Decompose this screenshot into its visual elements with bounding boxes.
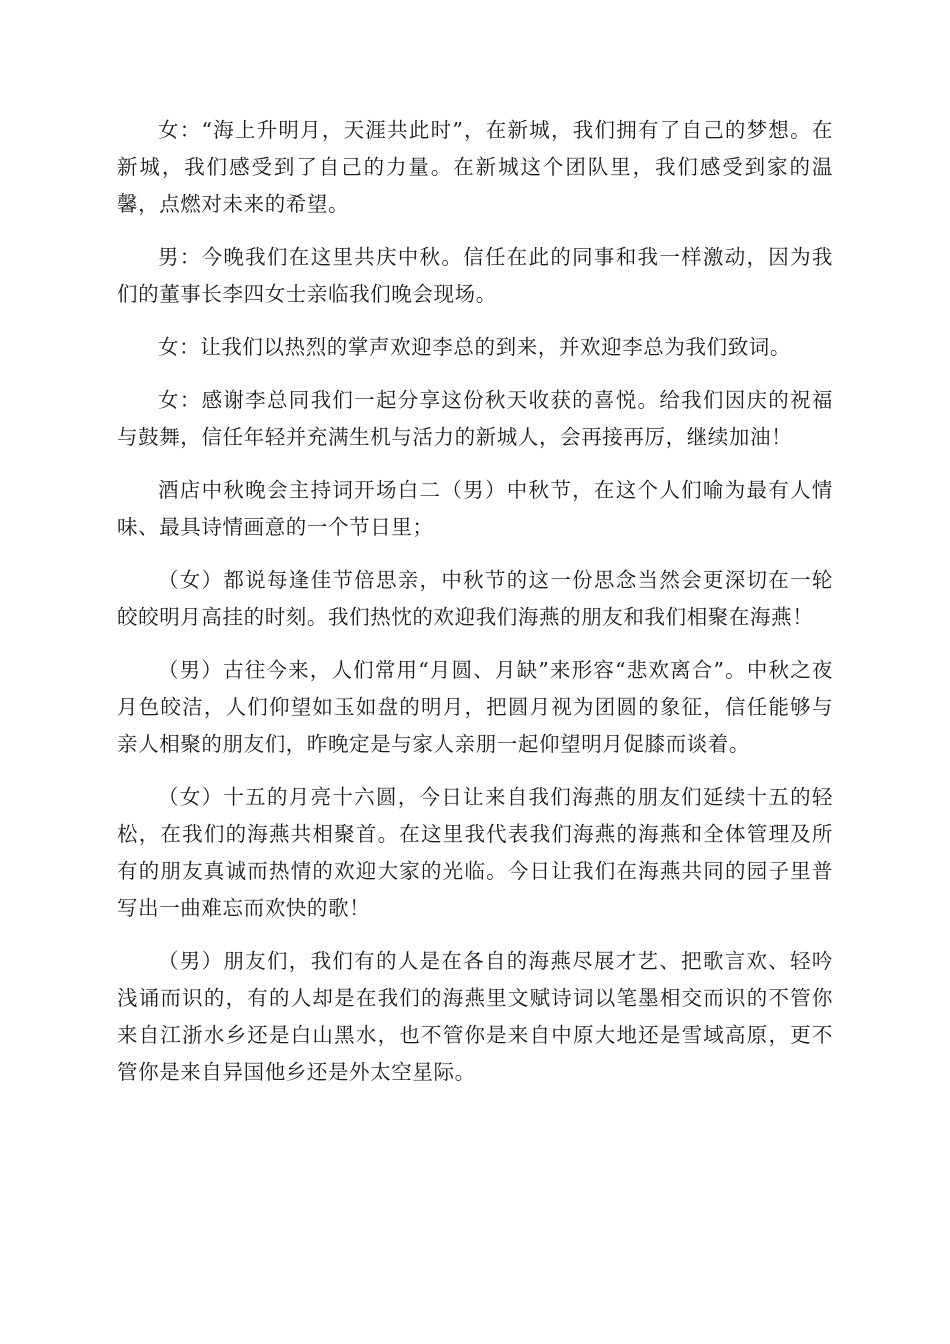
paragraph: 女：“海上升明月，天涯共此时”，在新城，我们拥有了自己的梦想。在新城，我们感受到了自己的力量。在新城这个团队里，我们感受到家的温馨，点燃对未来的希望。 bbox=[117, 118, 833, 216]
paragraph: （女）十五的月亮十六圆，今日让来自我们海燕的朋友们延续十五的轻松，在我们的海燕共相聚首。在这里我代表我们海燕的海燕和全体管理及所有的朋友真诚而热情的欢迎大家的光临。今日让我们在海燕共同的园子里普写出一曲难忘而欢快的歌！ bbox=[117, 785, 833, 920]
paragraph: （男）古往今来，人们常用“月圆、月缺”来形容“悲欢离合”。中秋之夜月色皎洁，人们仰望如玉如盘的明月，把圆月视为团圆的象征，信任能够与亲人相聚的朋友们，昨晚定是与家人亲朋一起仰望明月促膝而谈着。 bbox=[117, 658, 833, 756]
paragraph: （女）都说每逢佳节倍思亲，中秋节的这一份思念当然会更深切在一轮皎皎明月高挂的时刻。我们热忱的欢迎我们海燕的朋友和我们相聚在海燕！ bbox=[117, 568, 833, 629]
paragraph: （男）朋友们，我们有的人是在各自的海燕尽展才艺、把歌言欢、轻吟浅诵而识的，有的人却是在我们的海燕里文赋诗词以笔墨相交而识的不管你来自江浙水乡还是白山黑水，也不管你是来自中原大地还是雪域高原，更不管你是来自异国他乡还是外太空星际。 bbox=[117, 949, 833, 1084]
paragraph: 女：感谢李总同我们一起分享这份秋天收获的喜悦。给我们因庆的祝福与鼓舞，信任年轻并充满生机与活力的新城人，会再接再厉，继续加油！ bbox=[117, 388, 833, 449]
paragraph: 男：今晚我们在这里共庆中秋。信任在此的同事和我一样激动，因为我们的董事长李四女士亲临我们晚会现场。 bbox=[117, 245, 833, 306]
paragraph: 女：让我们以热烈的掌声欢迎李总的到来，并欢迎李总为我们致词。 bbox=[158, 335, 791, 359]
document-page bbox=[117, 112, 833, 1107]
paragraph: 酒店中秋晚会主持词开场白二（男）中秋节，在这个人们喻为最有人情味、最具诗情画意的一个节日里； bbox=[117, 478, 833, 539]
